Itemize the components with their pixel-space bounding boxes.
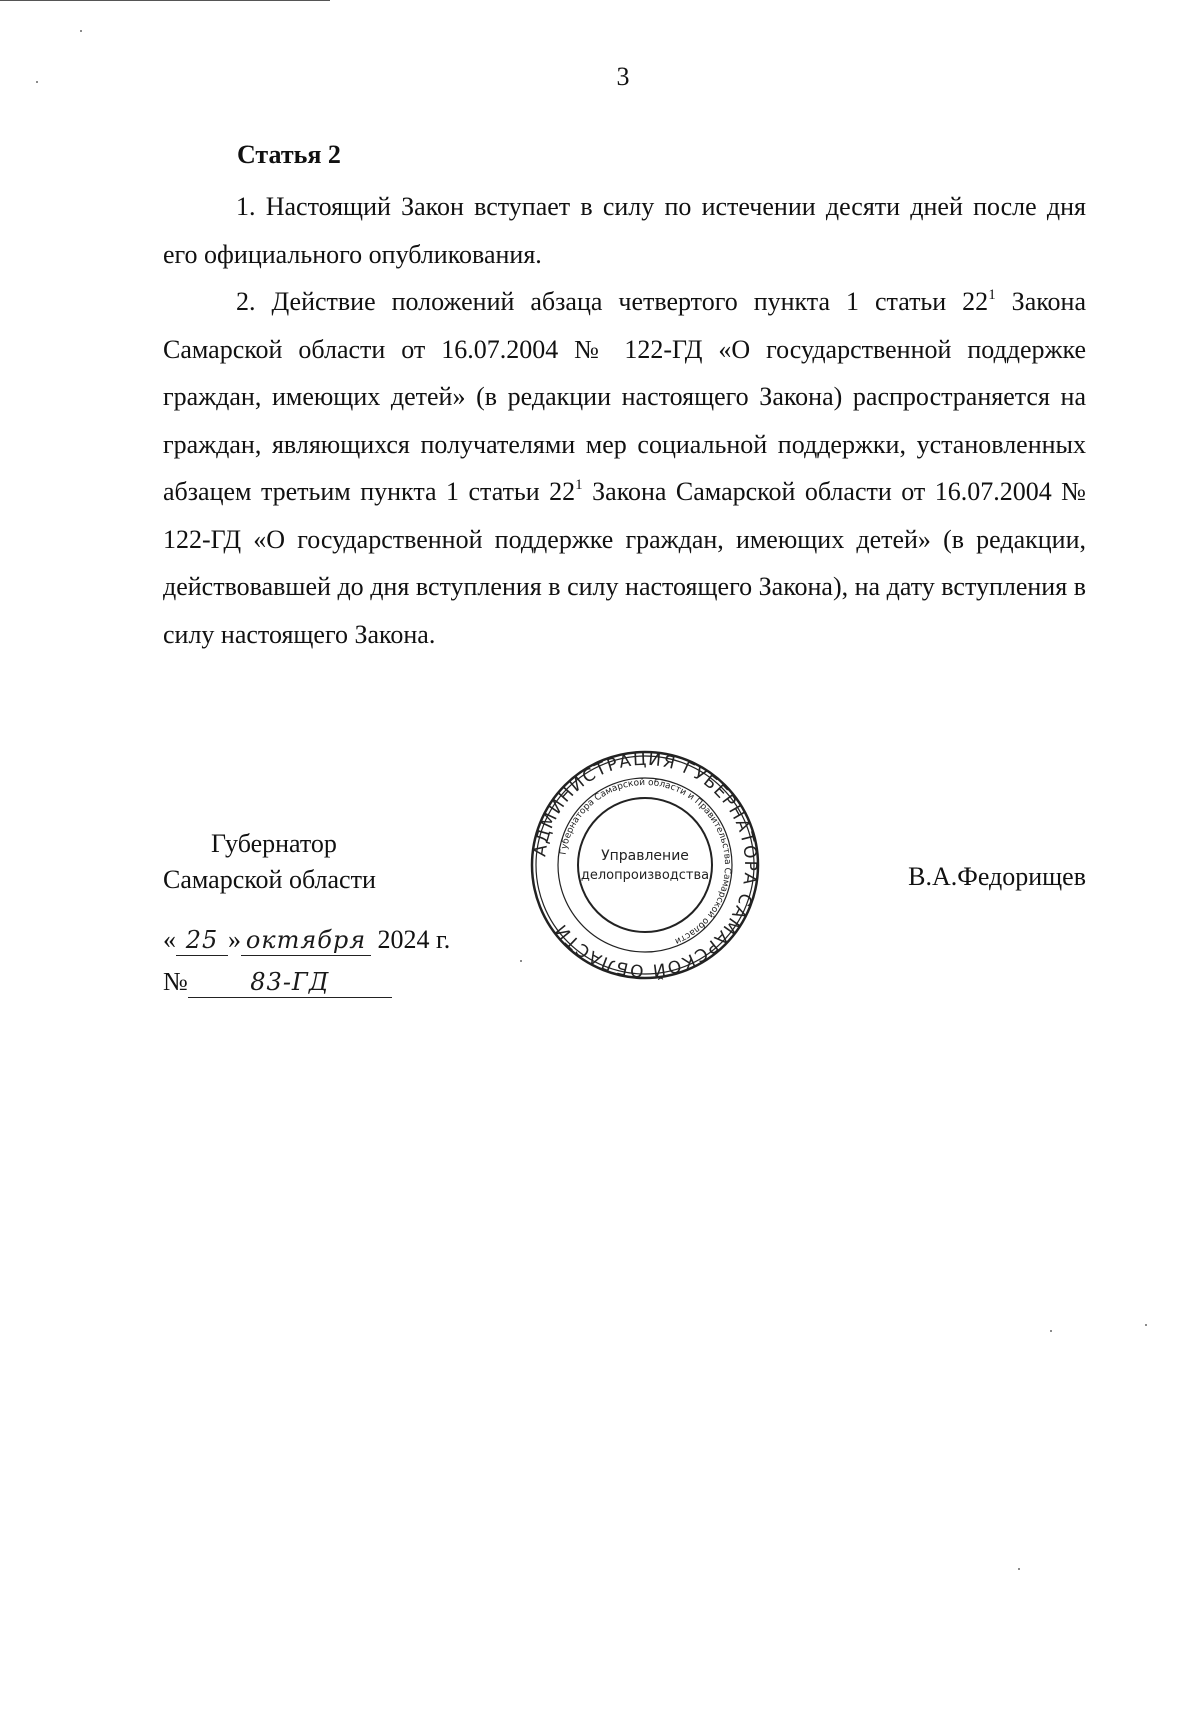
paragraph-2-part1: 2. Действие положений абзаца четвертого пункта 1 статьи 22	[236, 287, 989, 316]
stamp-outer-text: АДМИНИСТРАЦИЯ ГУБЕРНАТОРА САМАРСКОЙ ОБЛАСТИ	[530, 749, 761, 981]
page-number: 3	[616, 62, 630, 91]
stamp-center-line2: делопроизводства	[580, 868, 710, 883]
official-stamp	[528, 748, 762, 982]
governor-title-line1: Губернатор	[211, 829, 337, 858]
stamp-center-line1: Управление	[601, 848, 689, 864]
date-year: 2024 г.	[371, 925, 451, 954]
governor-name: В.А.Федорищев	[908, 862, 1086, 891]
stamp-inner-ring-text: Губернатора Самарской области и Правительства Самарской области	[558, 777, 733, 946]
paragraph-2	[163, 278, 1086, 658]
paragraph-2-part2: Закона Самарской области от 16.07.2004 № 122-ГД «О государственной поддержке граждан, имеющих детей» (в редакции настоящего Закона) распространяется на граждан, являющихся получателями мер социальной поддержки, установленных абзацем третьим пункта 1 статьи 22	[163, 287, 1086, 506]
superscript: 1	[988, 287, 996, 303]
paragraph-1: 1. Настоящий Закон вступает в силу по истечении десяти дней после дня его официального опубликования.	[163, 192, 1086, 269]
law-number	[163, 967, 392, 998]
handwritten-day: 25	[176, 925, 228, 956]
handwritten-month: октября	[241, 925, 371, 956]
scan-edge-line	[0, 0, 330, 1]
superscript: 1	[575, 477, 583, 493]
handwritten-number: 83-ГД	[188, 967, 392, 998]
signing-date	[163, 925, 450, 956]
governor-title	[163, 826, 376, 898]
number-label: №	[163, 967, 188, 996]
paragraph-2-part3: Закона Самарской области от 16.07.2004 № 122-ГД «О государственной поддержке граждан, имеющих детей» (в редакции, действовавшей до дня вступления в силу настоящего Закона), на дату вступления в силу настоящего Закона.	[163, 477, 1086, 649]
date-open-quote: «	[163, 925, 176, 954]
date-close-quote: »	[228, 925, 241, 954]
article-body	[163, 183, 1086, 658]
governor-title-line2: Самарской области	[163, 865, 376, 894]
article-heading: Статья 2	[237, 140, 341, 169]
